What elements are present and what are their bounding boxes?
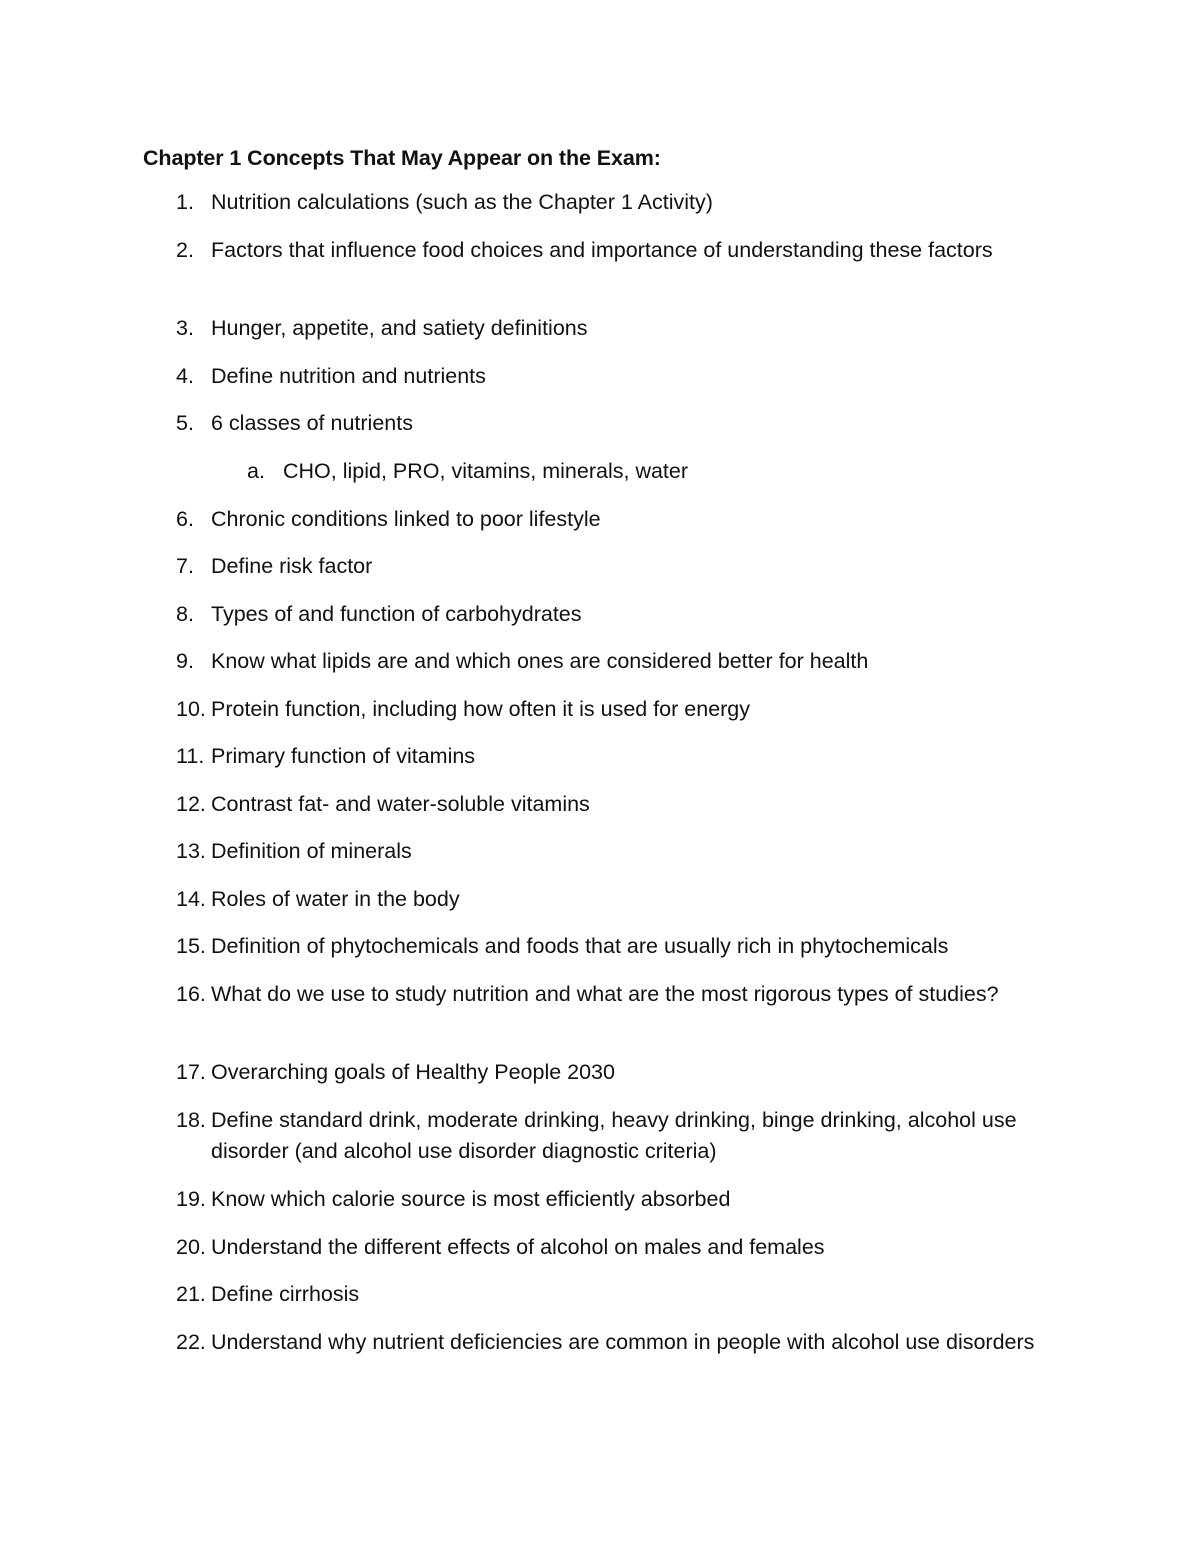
item-text: Definition of phytochemicals and foods that are usually rich in phytochemicals [211,934,949,958]
item-text: Protein function, including how often it is used for energy [211,697,751,721]
item-text: Overarching goals of Healthy People 2030 [211,1060,615,1084]
item-number: 13. [176,839,206,863]
item-number: 18. [176,1108,206,1132]
item-text: CHO, lipid, PRO, vitamins, minerals, water [283,459,689,483]
item-text: Nutrition calculations (such as the Chapter 1 Activity) [211,190,713,214]
item-number: 7. [176,554,194,578]
item-number: 19. [176,1187,206,1211]
item-text: Know what lipids are and which ones are considered better for health [211,649,869,673]
item-number: 14. [176,887,206,911]
item-number: 16. [176,982,206,1006]
item-number: 20. [176,1235,206,1259]
item-number: 1. [176,190,194,214]
item-text: Understand why nutrient deficiencies are common in people with alcohol use disorders [211,1330,1035,1354]
item-number: 17. [176,1060,206,1084]
item-text: What do we use to study nutrition and what are the most rigorous types of studies? [211,982,999,1006]
item-text: Primary function of vitamins [211,744,476,768]
page-title: Chapter 1 Concepts That May Appear on the Exam: [143,146,661,170]
item-text: Understand the different effects of alcohol on males and females [211,1235,825,1259]
item-number: 3. [176,316,194,340]
item-text: Factors that influence food choices and importance of understanding these factors [211,238,993,262]
item-text: Definition of minerals [211,839,412,863]
item-number: a. [247,459,265,483]
item-number: 9. [176,649,194,673]
item-number: 8. [176,602,194,626]
item-text: Contrast fat- and water-soluble vitamins [211,792,590,816]
item-number: 11. [176,744,205,768]
item-number: 5. [176,411,194,435]
item-number: 15. [176,934,206,958]
item-number: 6. [176,507,194,531]
item-text: Types of and function of carbohydrates [211,602,582,626]
item-text: Define nutrition and nutrients [211,364,486,388]
item-number: 21. [176,1282,206,1306]
item-text: Know which calorie source is most efficiently absorbed [211,1187,731,1211]
item-number: 12. [176,792,206,816]
item-number: 2. [176,238,194,262]
item-text: Chronic conditions linked to poor lifestyle [211,507,601,531]
item-text: Define cirrhosis [211,1282,360,1306]
item-number: 10. [176,697,206,721]
item-text: Define standard drink, moderate drinking, heavy drinking, binge drinking, alcohol use disorder (and alcohol use disorder diagnostic criteria) [211,1108,1017,1163]
item-text: Roles of water in the body [211,887,460,911]
item-text: Define risk factor [211,554,373,578]
item-text: Hunger, appetite, and satiety definitions [211,316,588,340]
item-number: 22. [176,1330,206,1354]
item-text: 6 classes of nutrients [211,411,413,435]
item-number: 4. [176,364,194,388]
